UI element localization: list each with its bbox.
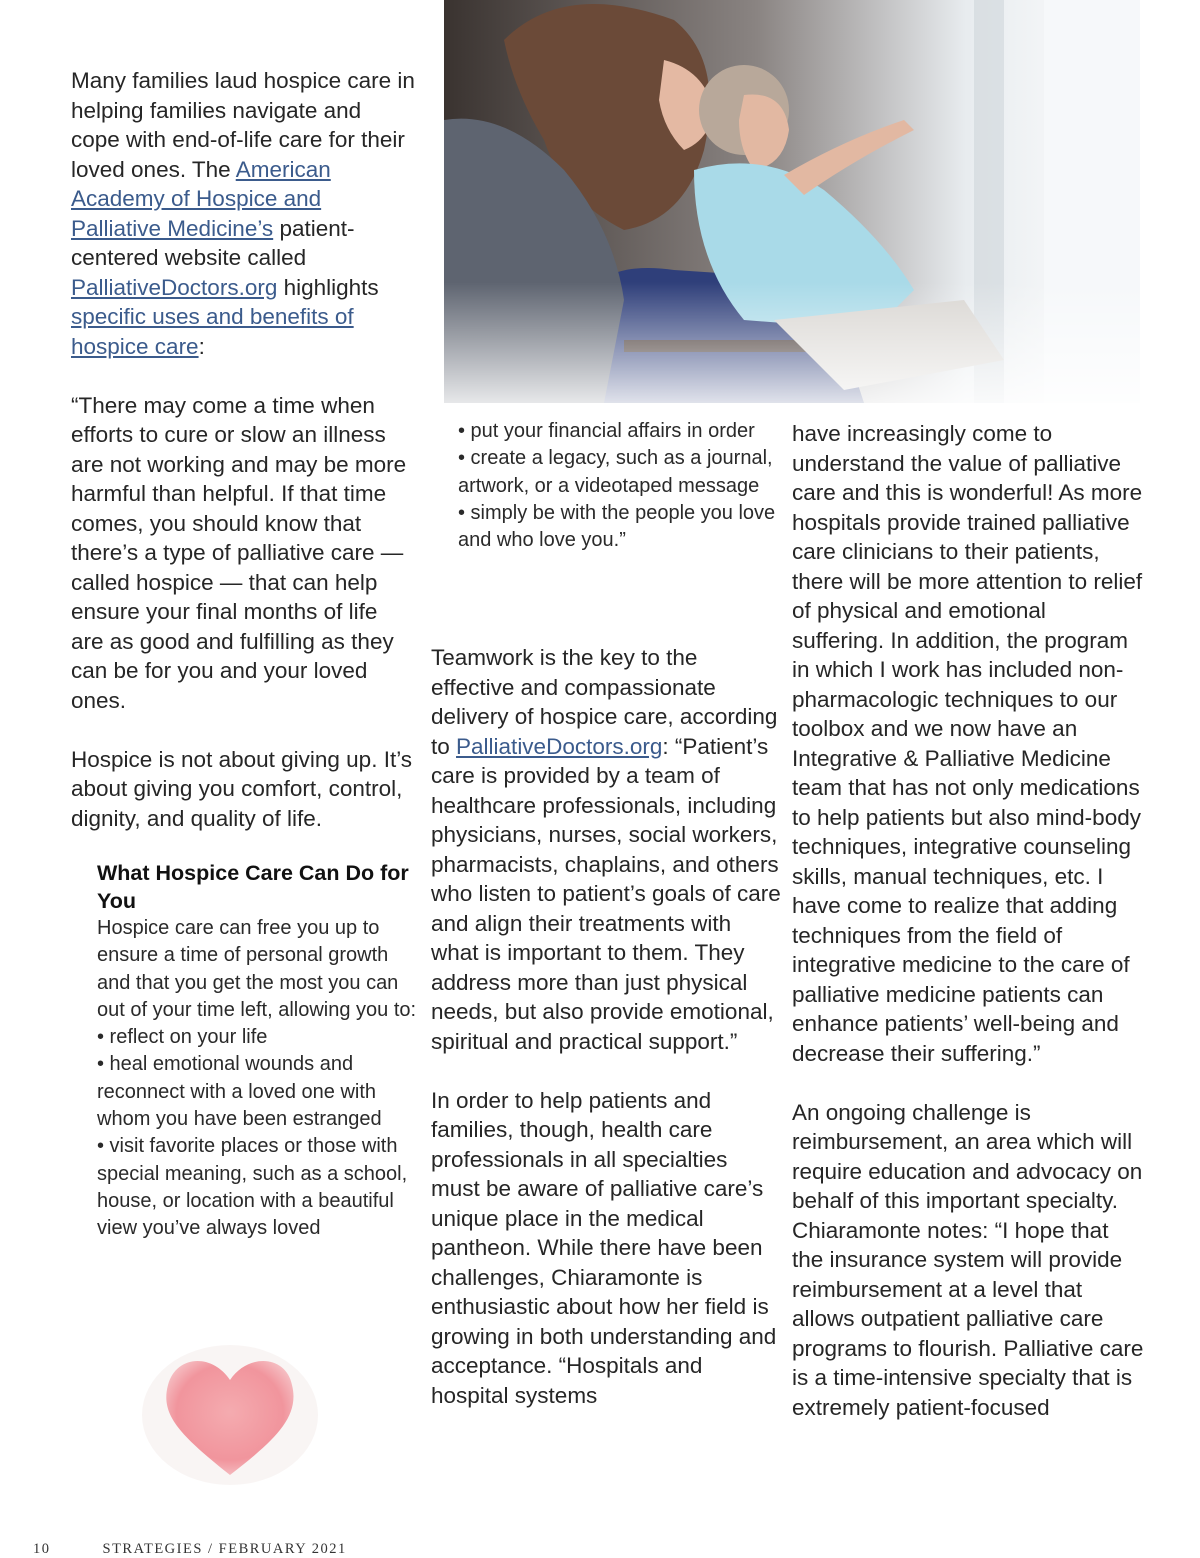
sidebar-bullet: • visit favorite places or those with special meaning, such as a school, house, or location with a beautiful view you’ve always loved bbox=[97, 1135, 408, 1240]
column-1 bbox=[71, 66, 416, 833]
publication-title: STRATEGIES / FEBRUARY 2021 bbox=[102, 1541, 347, 1557]
sidebar-bullet: • reflect on your life bbox=[97, 1026, 268, 1049]
specialties-paragraph: In order to help patients and families, though, health care professionals in all specialties must be aware of palliative care’s unique place in the medical pantheon. While there have been challenges, Chiaramonte is enthusiastic about how her field is growing in both understanding and acceptance. “Hospitals and hospital systems bbox=[431, 1087, 777, 1408]
reimbursement-paragraph: An ongoing challenge is reimbursement, an area which will require education and advocacy on behalf of this important specialty. Chiaramonte notes: “I hope that the insurance system will provide reimbursement at a level that allows outpatient palliative care programs to flourish. Palliative care is a time-intensive specialty that is extremely patient-focused bbox=[792, 1099, 1144, 1420]
caregiver-patient-photo bbox=[444, 0, 1140, 403]
sidebar-bullet: • simply be with the people you love and who love you.” bbox=[458, 501, 776, 552]
hospice-sidebar bbox=[97, 859, 417, 1243]
sidebar-intro: Hospice care can free you up to ensure a time of personal growth and that you get the most you can out of your time left, allowing you to: bbox=[97, 917, 417, 1021]
hospitals-paragraph: have increasingly come to understand the value of palliative care and this is wonderful! As more hospitals provide trained palliative care clinicians to their patients, there will be more attention to relief of physical and emotional suffering. In addition, the program in which I work has included non-pharmacologic techniques to our toolbox and we now have an Integrative & Palliative Medicine team that has not only medications to help patients but also mind-body techniques, integrative counseling skills, manual techniques, etc. I have come to realize that adding techniques from the field of integrative medicine to the care of palliative medicine patients can enhance patients’ well-being and decrease their suffering.” bbox=[792, 421, 1143, 1066]
column-3 bbox=[792, 419, 1144, 1422]
page-number: 10 bbox=[33, 1541, 51, 1557]
hospice-benefits-link[interactable]: specific uses and benefits of hospice care bbox=[71, 304, 354, 359]
watercolor-heart-image bbox=[140, 1335, 320, 1485]
sidebar-continuation bbox=[458, 418, 778, 554]
palliativedoctors-link[interactable]: PalliativeDoctors.org bbox=[456, 733, 663, 759]
sidebar-bullet: • create a legacy, such as a journal, artwork, or a videotaped message bbox=[458, 447, 773, 497]
teamwork-paragraph: Teamwork is the key to the effective and compassionate delivery of hospice care, according to PalliativeDoctors.org: “Patient’s care is provided by a team of healthcare professionals, including physicians, nurses, social workers, pharmacists, chaplains, and others who listen to patient’s goals of care and align their treatments with what is important to them. They address more than just physical needs, but also provide emotional, spiritual and practical support.” bbox=[431, 645, 781, 1054]
sidebar-bullet: • put your financial affairs in order bbox=[458, 420, 755, 442]
aahpm-link[interactable]: American Academy of Hospice and Palliative Medicine’s bbox=[71, 156, 331, 241]
hospice-paragraph: Hospice is not about giving up. It’s about giving you comfort, control, dignity, and quality of life. bbox=[71, 746, 413, 831]
sidebar-bullet: • heal emotional wounds and reconnect with a loved one with whom you have been estranged bbox=[97, 1053, 382, 1131]
palliativedoctors-link[interactable]: PalliativeDoctors.org bbox=[71, 274, 278, 300]
page-footer bbox=[33, 1541, 347, 1558]
column-2 bbox=[431, 643, 781, 1410]
quote-paragraph: “There may come a time when efforts to cure or slow an illness are not working and may be more harmful than helpful. If that time comes, you should know that there’s a type of palliative care — called hospice — that can help ensure your final months of life are as good and fulfilling as they can be for you and your loved ones. bbox=[71, 392, 407, 713]
sidebar-heading: What Hospice Care Can Do for You bbox=[97, 861, 409, 913]
intro-paragraph: Many families laud hospice care in helping families navigate and cope with end-of-life care for their loved ones. The American Academy of Hospice and Palliative Medicine’s patient-centered website called PalliativeDoctors.org highlights specific uses and benefits of hospice care: bbox=[71, 68, 415, 359]
